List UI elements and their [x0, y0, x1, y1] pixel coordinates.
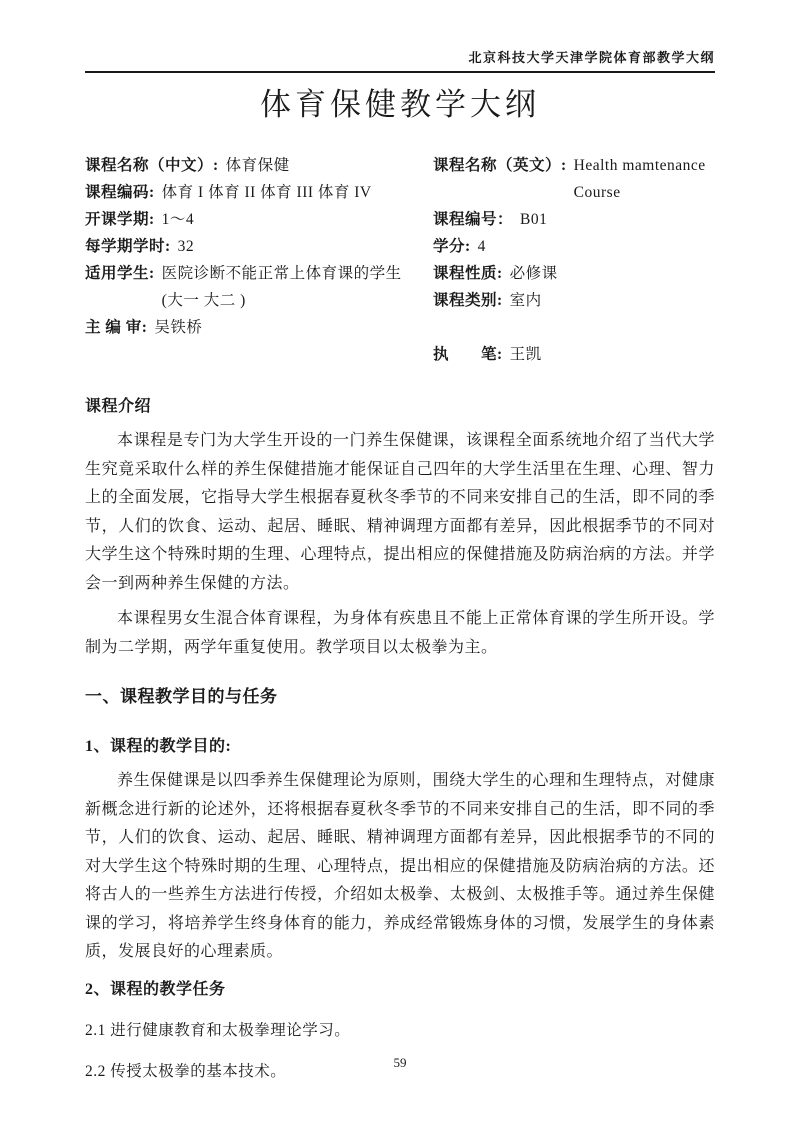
- info-row-credits: [433, 233, 715, 260]
- field-value-writer: 王凯: [509, 346, 542, 363]
- running-header: 北京科技大学天津学院体育部教学大纲: [468, 50, 715, 65]
- task-item-2: 2.2 传授太极拳的基本技术。: [85, 1062, 287, 1080]
- subsection-1-1-heading: 1、课程的教学目的:: [85, 738, 232, 755]
- info-row-semester: [85, 206, 433, 233]
- field-label-applicable-students: 适用学生:: [85, 265, 155, 282]
- field-label-course-name-en: 课程名称（英文）:: [433, 157, 567, 174]
- field-label-semester: 开课学期:: [85, 211, 155, 228]
- students-value-line2: (大一 大二 ): [161, 292, 246, 309]
- subsection-1-1-body: 养生保健课是以四季养生保健理论为原则，围绕大学生的心理和生理特点，对健康新概念进行新的论述外，还将根据春夏秋冬季节的不同来安排自己的生活，即不同的季节，人们的饮食、运动、起居、睡眠、精神调理方面都有差异，因此根据季节的不同的对大学生这个特殊时期的生理、心理特点，提出相应的保健措施及防病治病的方法。还将古人的一些养生方法进行传授，介绍如太极拳、太极剑、太极推手等。通过养生保健课的学习，将培养学生终身体育的能力，养成经常锻炼身体的习惯，发展学生的身体素质，发展良好的心理素质。: [85, 772, 715, 960]
- intro-paragraph-1: 本课程是专门为大学生开设的一门养生保健课，该课程全面系统地介绍了当代大学生究竟采取什么样的养生保健措施才能保证自己四年的大学生活里在生理、心理、智力上的全面发展，它指导大学生根据春夏秋冬季节的不同来安排自己的生活，即不同的季节，人们的饮食、运动、起居、睡眠、精神调理方面都有差异，因此根据季节的不同对大学生这个特殊时期的生理、心理特点，提出相应的保健措施及防病治病的方法。并学会一到两种养生保健的方法。: [85, 432, 715, 592]
- course-info-right-column: [433, 152, 715, 368]
- field-value-course-number: B01: [520, 211, 548, 228]
- page-number: 59: [393, 1055, 407, 1070]
- field-value-semester: 1～4: [161, 211, 195, 228]
- info-row-course-number: [433, 206, 715, 233]
- field-label-course-code: 课程编码:: [85, 184, 155, 201]
- info-row-course-category: [433, 287, 715, 314]
- intro-paragraph-2: 本课程男女生混合体育课程，为身体有疾患且不能上正常体育课的学生所开设。学制为二学期，两学年重复使用。教学项目以太极拳为主。: [85, 610, 715, 656]
- info-row-writer: [433, 341, 715, 368]
- field-label-course-number: 课程编号：: [433, 211, 514, 228]
- field-label-course-name-cn: 课程名称（中文）:: [85, 157, 219, 174]
- course-info-left-column: [85, 152, 433, 368]
- field-label-chief-editor: 主 编 审:: [85, 319, 148, 336]
- info-row-applicable-students: [85, 260, 433, 314]
- subsection-1-2-heading: 2、课程的教学任务: [85, 980, 226, 998]
- field-label-credits: 学分:: [433, 238, 471, 255]
- info-row-hours: [85, 233, 433, 260]
- field-label-course-category: 课程类别:: [433, 292, 503, 309]
- field-value-credits: 4: [477, 238, 486, 255]
- info-row-course-name-en: [433, 152, 715, 206]
- course-info-grid: [85, 152, 715, 368]
- students-value-line1: 医院诊断不能正常上体育课的学生: [161, 265, 402, 282]
- info-row-course-nature: [433, 260, 715, 287]
- field-value-applicable-students: [162, 260, 402, 314]
- field-value-hours: 32: [177, 238, 195, 255]
- info-row-course-code: [85, 179, 433, 206]
- field-label-writer: 执 笔:: [433, 346, 503, 363]
- intro-heading: 课程介绍: [85, 398, 152, 415]
- task-item-1: 2.1 进行健康教育和太极拳理论学习。: [85, 1021, 351, 1039]
- info-row-chief-editor: [85, 314, 433, 341]
- field-value-chief-editor: 吴铁桥: [154, 319, 203, 336]
- field-value-course-category: 室内: [509, 292, 542, 309]
- field-value-course-code: 体育 I 体育 II 体育 III 体育 IV: [161, 184, 372, 201]
- field-label-course-nature: 课程性质:: [433, 265, 503, 282]
- field-value-course-name-cn: 体育保健: [225, 157, 290, 174]
- field-label-hours: 每学期学时:: [85, 238, 171, 255]
- section-1-heading: 一、课程教学目的与任务: [85, 687, 278, 706]
- header-rule-divider: [85, 71, 715, 73]
- field-value-course-name-en: Health mamtenance Course: [573, 157, 706, 201]
- info-row-course-name-cn: [85, 152, 433, 179]
- document-title: 体育保健教学大纲: [260, 87, 540, 122]
- field-value-course-nature: 必修课: [509, 265, 558, 282]
